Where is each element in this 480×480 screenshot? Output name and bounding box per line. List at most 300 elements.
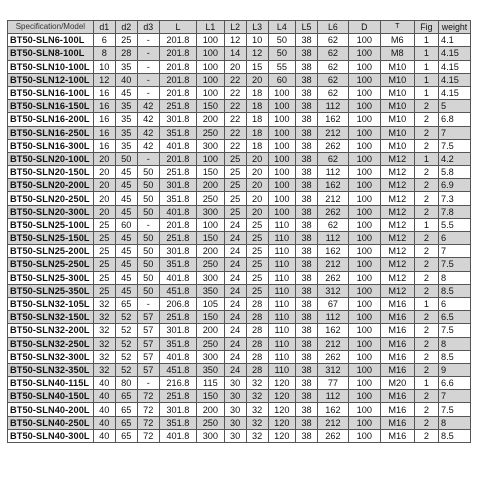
cell-l4: 50: [268, 34, 295, 47]
cell-l6: 77: [318, 377, 349, 390]
cell-t: M10: [380, 126, 414, 139]
cell-l3: 32: [246, 403, 268, 416]
cell-l6: 162: [318, 179, 349, 192]
table-row: [8, 258, 471, 271]
cell-l5: 38: [296, 337, 318, 350]
cell-weight: 6.8: [438, 113, 470, 126]
cell-l5: 38: [296, 390, 318, 403]
cell-weight: 7.5: [438, 258, 470, 271]
cell-l4: 55: [268, 60, 295, 73]
cell-d3: 72: [137, 403, 159, 416]
cell-d3: 42: [137, 113, 159, 126]
cell-d1: 16: [93, 126, 115, 139]
cell-l6: 67: [318, 297, 349, 310]
cell-l: 251.8: [159, 166, 196, 179]
cell-d: 100: [348, 100, 380, 113]
cell-d1: 12: [93, 73, 115, 86]
cell-l5: 38: [296, 205, 318, 218]
cell-weight: 7.5: [438, 403, 470, 416]
cell-model: BT50-SLN25-200L: [8, 245, 94, 258]
table-row: [8, 152, 471, 165]
cell-l4: 110: [268, 363, 295, 376]
cell-fig: 1: [414, 86, 438, 99]
cell-l6: 162: [318, 113, 349, 126]
cell-l4: 110: [268, 232, 295, 245]
cell-l: 301.8: [159, 403, 196, 416]
cell-d3: 72: [137, 416, 159, 429]
column-header-specification: Specification/Model: [8, 21, 94, 34]
cell-l2: 14: [224, 47, 246, 60]
cell-l4: 110: [268, 324, 295, 337]
cell-l5: 38: [296, 429, 318, 442]
cell-l1: 200: [197, 179, 224, 192]
cell-l3: 18: [246, 139, 268, 152]
cell-l6: 212: [318, 192, 349, 205]
cell-l: 351.8: [159, 337, 196, 350]
cell-weight: 5.5: [438, 218, 470, 231]
cell-l6: 112: [318, 166, 349, 179]
table-body: [8, 34, 471, 443]
cell-d1: 32: [93, 337, 115, 350]
cell-l1: 300: [197, 139, 224, 152]
cell-fig: 1: [414, 152, 438, 165]
cell-weight: 6.5: [438, 311, 470, 324]
table-row: [8, 363, 471, 376]
cell-d1: 16: [93, 139, 115, 152]
cell-fig: 2: [414, 179, 438, 192]
cell-l1: 150: [197, 166, 224, 179]
cell-fig: 2: [414, 100, 438, 113]
cell-d2: 50: [115, 152, 137, 165]
cell-d: 100: [348, 60, 380, 73]
cell-l: 351.8: [159, 126, 196, 139]
cell-d: 100: [348, 297, 380, 310]
cell-d1: 25: [93, 258, 115, 271]
cell-l4: 100: [268, 139, 295, 152]
cell-model: BT50-SLN32-105L: [8, 297, 94, 310]
cell-l4: 100: [268, 205, 295, 218]
cell-d2: 52: [115, 363, 137, 376]
cell-l3: 20: [246, 205, 268, 218]
cell-d2: 45: [115, 271, 137, 284]
table-row: [8, 218, 471, 231]
cell-weight: 9: [438, 363, 470, 376]
cell-l3: 25: [246, 271, 268, 284]
cell-t: M8: [380, 47, 414, 60]
cell-model: BT50-SLN16-200L: [8, 113, 94, 126]
table-row: [8, 297, 471, 310]
table-row: [8, 113, 471, 126]
cell-d1: 32: [93, 363, 115, 376]
cell-l2: 24: [224, 232, 246, 245]
cell-l: 401.8: [159, 429, 196, 442]
cell-model: BT50-SLN25-350L: [8, 284, 94, 297]
cell-l4: 100: [268, 113, 295, 126]
cell-l3: 18: [246, 100, 268, 113]
cell-l: 251.8: [159, 311, 196, 324]
cell-l6: 62: [318, 86, 349, 99]
cell-l: 251.8: [159, 100, 196, 113]
cell-fig: 2: [414, 324, 438, 337]
cell-l4: 100: [268, 166, 295, 179]
cell-fig: 2: [414, 113, 438, 126]
cell-d: 100: [348, 152, 380, 165]
cell-model: BT50-SLN25-300L: [8, 271, 94, 284]
cell-d2: 65: [115, 297, 137, 310]
cell-d2: 52: [115, 337, 137, 350]
cell-l5: 38: [296, 416, 318, 429]
cell-d: 100: [348, 113, 380, 126]
cell-t: M10: [380, 113, 414, 126]
cell-model: BT50-SLN40-150L: [8, 390, 94, 403]
cell-l3: 20: [246, 152, 268, 165]
cell-d2: 45: [115, 284, 137, 297]
cell-l4: 120: [268, 403, 295, 416]
cell-d3: -: [137, 218, 159, 231]
cell-d1: 8: [93, 47, 115, 60]
cell-l5: 38: [296, 113, 318, 126]
cell-weight: 7.8: [438, 205, 470, 218]
cell-d: 100: [348, 324, 380, 337]
cell-l2: 24: [224, 311, 246, 324]
cell-d3: 50: [137, 166, 159, 179]
cell-t: M6: [380, 34, 414, 47]
cell-l6: 212: [318, 126, 349, 139]
cell-model: BT50-SLN20-200L: [8, 179, 94, 192]
cell-d1: 40: [93, 429, 115, 442]
cell-l4: 110: [268, 245, 295, 258]
cell-t: M12: [380, 179, 414, 192]
cell-model: BT50-SLN32-200L: [8, 324, 94, 337]
cell-fig: 2: [414, 350, 438, 363]
cell-l2: 24: [224, 297, 246, 310]
cell-t: M20: [380, 377, 414, 390]
cell-l6: 212: [318, 258, 349, 271]
cell-l3: 20: [246, 179, 268, 192]
cell-d3: -: [137, 86, 159, 99]
cell-d2: 35: [115, 139, 137, 152]
cell-weight: 8.5: [438, 429, 470, 442]
cell-d2: 28: [115, 47, 137, 60]
cell-d1: 25: [93, 232, 115, 245]
cell-d2: 35: [115, 113, 137, 126]
cell-d2: 80: [115, 377, 137, 390]
table-row: [8, 192, 471, 205]
cell-l: 351.8: [159, 416, 196, 429]
cell-l: 201.8: [159, 47, 196, 60]
cell-d3: -: [137, 377, 159, 390]
cell-d2: 40: [115, 73, 137, 86]
cell-d: 100: [348, 284, 380, 297]
column-header-fig: Fig: [414, 21, 438, 34]
table-row: [8, 86, 471, 99]
cell-d2: 45: [115, 192, 137, 205]
cell-l: 201.8: [159, 86, 196, 99]
cell-d1: 40: [93, 403, 115, 416]
cell-l4: 120: [268, 377, 295, 390]
table-row: [8, 73, 471, 86]
cell-l: 301.8: [159, 245, 196, 258]
cell-t: M12: [380, 205, 414, 218]
cell-fig: 2: [414, 258, 438, 271]
cell-l3: 15: [246, 60, 268, 73]
cell-l4: 110: [268, 337, 295, 350]
table-row: [8, 100, 471, 113]
cell-t: M16: [380, 350, 414, 363]
cell-d: 100: [348, 192, 380, 205]
cell-l2: 30: [224, 390, 246, 403]
cell-d3: 42: [137, 139, 159, 152]
cell-l6: 262: [318, 205, 349, 218]
cell-l2: 22: [224, 86, 246, 99]
cell-t: M10: [380, 139, 414, 152]
cell-l5: 38: [296, 258, 318, 271]
cell-l2: 22: [224, 113, 246, 126]
cell-l4: 100: [268, 152, 295, 165]
cell-l1: 350: [197, 363, 224, 376]
cell-l3: 20: [246, 192, 268, 205]
column-header-l4: L4: [268, 21, 295, 34]
cell-t: M12: [380, 166, 414, 179]
cell-l6: 312: [318, 284, 349, 297]
cell-fig: 1: [414, 47, 438, 60]
cell-l3: 32: [246, 390, 268, 403]
cell-d1: 40: [93, 390, 115, 403]
column-header-l2: L2: [224, 21, 246, 34]
cell-d: 100: [348, 350, 380, 363]
cell-weight: 7.5: [438, 139, 470, 152]
column-header-d1: d1: [93, 21, 115, 34]
cell-l1: 150: [197, 232, 224, 245]
cell-t: M16: [380, 297, 414, 310]
cell-l5: 38: [296, 192, 318, 205]
cell-l6: 62: [318, 73, 349, 86]
cell-l: 201.8: [159, 73, 196, 86]
cell-d3: 50: [137, 284, 159, 297]
cell-l3: 25: [246, 258, 268, 271]
cell-fig: 2: [414, 284, 438, 297]
cell-l5: 38: [296, 245, 318, 258]
cell-d3: -: [137, 73, 159, 86]
cell-l4: 110: [268, 311, 295, 324]
cell-l6: 262: [318, 271, 349, 284]
table-row: [8, 179, 471, 192]
cell-l4: 110: [268, 350, 295, 363]
cell-l6: 312: [318, 363, 349, 376]
cell-d3: 50: [137, 179, 159, 192]
cell-l6: 162: [318, 403, 349, 416]
cell-l4: 110: [268, 258, 295, 271]
cell-d: 100: [348, 86, 380, 99]
cell-weight: 4.15: [438, 86, 470, 99]
cell-l: 206.8: [159, 297, 196, 310]
column-header-l3: L3: [246, 21, 268, 34]
cell-d2: 52: [115, 350, 137, 363]
cell-l1: 100: [197, 47, 224, 60]
cell-l3: 25: [246, 284, 268, 297]
cell-d2: 35: [115, 100, 137, 113]
cell-l5: 38: [296, 232, 318, 245]
cell-l5: 38: [296, 218, 318, 231]
cell-l: 251.8: [159, 232, 196, 245]
cell-l2: 24: [224, 337, 246, 350]
cell-l: 301.8: [159, 113, 196, 126]
cell-l3: 18: [246, 86, 268, 99]
cell-fig: 2: [414, 311, 438, 324]
cell-l4: 110: [268, 284, 295, 297]
cell-d1: 32: [93, 311, 115, 324]
cell-fig: 2: [414, 232, 438, 245]
cell-d3: 42: [137, 100, 159, 113]
cell-t: M12: [380, 218, 414, 231]
cell-model: BT50-SLN8-100L: [8, 47, 94, 60]
cell-d: 100: [348, 47, 380, 60]
cell-l1: 100: [197, 73, 224, 86]
cell-weight: 4.15: [438, 60, 470, 73]
table-row: [8, 205, 471, 218]
cell-l1: 150: [197, 100, 224, 113]
cell-l3: 18: [246, 126, 268, 139]
cell-l: 201.8: [159, 34, 196, 47]
cell-weight: 7: [438, 390, 470, 403]
table-row: [8, 350, 471, 363]
cell-d: 100: [348, 429, 380, 442]
cell-weight: 4.15: [438, 73, 470, 86]
cell-l3: 28: [246, 350, 268, 363]
cell-l4: 110: [268, 271, 295, 284]
cell-d1: 32: [93, 297, 115, 310]
cell-l4: 100: [268, 126, 295, 139]
cell-l3: 32: [246, 429, 268, 442]
cell-l: 401.8: [159, 350, 196, 363]
cell-weight: 5: [438, 100, 470, 113]
cell-d3: -: [137, 60, 159, 73]
cell-d: 100: [348, 363, 380, 376]
cell-l4: 100: [268, 179, 295, 192]
cell-model: BT50-SLN10-100L: [8, 60, 94, 73]
cell-t: M12: [380, 232, 414, 245]
cell-l5: 38: [296, 73, 318, 86]
cell-d3: 57: [137, 337, 159, 350]
cell-d2: 45: [115, 166, 137, 179]
cell-l5: 38: [296, 86, 318, 99]
cell-l2: 24: [224, 271, 246, 284]
cell-fig: 1: [414, 377, 438, 390]
cell-d2: 65: [115, 416, 137, 429]
cell-l: 401.8: [159, 139, 196, 152]
column-header-l1: L1: [197, 21, 224, 34]
cell-l5: 38: [296, 152, 318, 165]
cell-l1: 100: [197, 86, 224, 99]
cell-t: M16: [380, 311, 414, 324]
cell-d: 100: [348, 377, 380, 390]
cell-d2: 45: [115, 258, 137, 271]
cell-t: M16: [380, 390, 414, 403]
cell-l: 451.8: [159, 284, 196, 297]
cell-l2: 25: [224, 192, 246, 205]
cell-l2: 24: [224, 324, 246, 337]
cell-d3: 57: [137, 311, 159, 324]
cell-l2: 25: [224, 179, 246, 192]
cell-weight: 8: [438, 271, 470, 284]
cell-d1: 20: [93, 179, 115, 192]
table-row: [8, 429, 471, 442]
cell-l3: 12: [246, 47, 268, 60]
cell-l6: 112: [318, 390, 349, 403]
cell-l1: 200: [197, 113, 224, 126]
cell-d: 100: [348, 258, 380, 271]
cell-l1: 200: [197, 324, 224, 337]
cell-l3: 32: [246, 416, 268, 429]
cell-model: BT50-SLN16-250L: [8, 126, 94, 139]
cell-model: BT50-SLN40-200L: [8, 403, 94, 416]
cell-d: 100: [348, 205, 380, 218]
cell-model: BT50-SLN20-100L: [8, 152, 94, 165]
cell-d2: 65: [115, 429, 137, 442]
cell-l3: 28: [246, 363, 268, 376]
cell-l2: 24: [224, 363, 246, 376]
cell-l1: 100: [197, 60, 224, 73]
cell-l5: 38: [296, 363, 318, 376]
cell-l6: 112: [318, 311, 349, 324]
cell-l1: 350: [197, 284, 224, 297]
cell-l6: 62: [318, 47, 349, 60]
cell-weight: 8.5: [438, 284, 470, 297]
cell-t: M12: [380, 284, 414, 297]
cell-weight: 5.8: [438, 166, 470, 179]
cell-l2: 12: [224, 34, 246, 47]
cell-model: BT50-SLN25-250L: [8, 258, 94, 271]
column-header-d2: d2: [115, 21, 137, 34]
cell-weight: 6.9: [438, 179, 470, 192]
cell-d2: 45: [115, 205, 137, 218]
cell-weight: 8: [438, 337, 470, 350]
cell-weight: 6.6: [438, 377, 470, 390]
cell-d3: 72: [137, 390, 159, 403]
cell-model: BT50-SLN40-115L: [8, 377, 94, 390]
cell-fig: 2: [414, 126, 438, 139]
cell-l1: 105: [197, 297, 224, 310]
cell-d2: 45: [115, 86, 137, 99]
cell-model: BT50-SLN32-250L: [8, 337, 94, 350]
cell-l3: 10: [246, 34, 268, 47]
cell-t: M12: [380, 245, 414, 258]
cell-d2: 45: [115, 245, 137, 258]
cell-l: 351.8: [159, 258, 196, 271]
cell-l2: 25: [224, 205, 246, 218]
cell-d1: 20: [93, 152, 115, 165]
cell-l4: 110: [268, 218, 295, 231]
cell-l3: 20: [246, 166, 268, 179]
cell-d2: 65: [115, 390, 137, 403]
cell-l2: 24: [224, 350, 246, 363]
cell-fig: 2: [414, 205, 438, 218]
cell-d3: 57: [137, 363, 159, 376]
cell-model: BT50-SLN32-300L: [8, 350, 94, 363]
cell-l1: 150: [197, 311, 224, 324]
cell-d3: 42: [137, 126, 159, 139]
cell-d2: 52: [115, 311, 137, 324]
table-row: [8, 34, 471, 47]
cell-l4: 100: [268, 192, 295, 205]
table-row: [8, 47, 471, 60]
cell-weight: 7.5: [438, 324, 470, 337]
cell-weight: 8: [438, 416, 470, 429]
cell-l5: 38: [296, 377, 318, 390]
cell-l4: 60: [268, 73, 295, 86]
cell-d: 100: [348, 337, 380, 350]
cell-d1: 25: [93, 218, 115, 231]
